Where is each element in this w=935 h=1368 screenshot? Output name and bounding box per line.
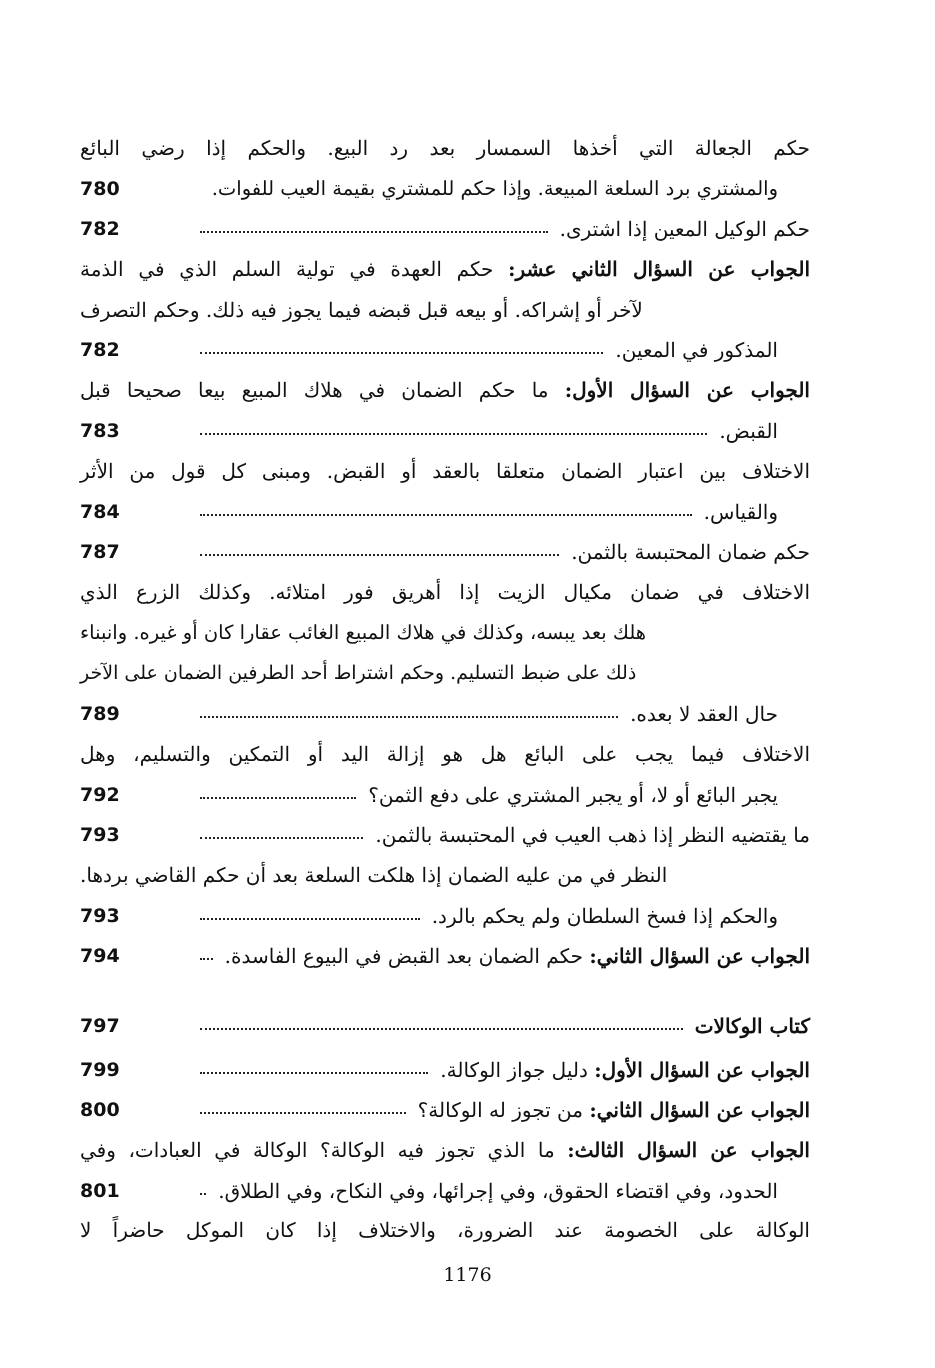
page-ref: 782 <box>80 339 120 362</box>
toc-line <box>80 1200 810 1243</box>
toc-line <box>80 400 810 443</box>
entry-text: الجواب عن السؤال الثالث: ما الذي تجوز فيه الوكالة؟ الوكالة في العبادات، وفي <box>80 1138 810 1163</box>
toc-entry <box>80 199 810 242</box>
entry-text: يجبر البائع أو لا، أو يجبر المشتري على دفع الثمن؟ <box>368 782 778 807</box>
entry-text: الاختلاف بين اعتبار الضمان متعلقا بالعقد أو القبض. ومبنى كل قول من الأثر <box>80 459 810 484</box>
entry-lead: الجواب عن السؤال الثاني عشر: <box>508 257 810 282</box>
toc-entry <box>80 1120 810 1201</box>
entry-text: لآخر أو إشراكه. أو بيعه قبل قبضه فيما يجوز فيه ذلك. وحكم التصرف <box>80 297 643 322</box>
toc-entry <box>80 118 810 199</box>
dot-leader <box>200 514 692 516</box>
entry-lead: الجواب عن السؤال الأول: <box>594 1058 810 1083</box>
page-ref: 799 <box>80 1059 120 1082</box>
toc-line <box>80 724 810 767</box>
dot-leader <box>200 1112 406 1114</box>
entry-text: والقياس. <box>703 499 778 524</box>
toc-line <box>80 845 810 888</box>
dot-leader <box>200 554 559 556</box>
page-ref: 792 <box>80 783 120 806</box>
toc-line <box>80 239 810 282</box>
toc-line <box>80 683 810 726</box>
page-ref: 787 <box>80 541 120 564</box>
toc-line <box>80 926 810 969</box>
page-ref: 797 <box>80 1015 120 1038</box>
toc-entry <box>80 805 810 848</box>
toc-line <box>80 1040 810 1083</box>
toc-entry <box>80 926 810 969</box>
dot-leader <box>200 1028 683 1030</box>
entry-lead: الجواب عن السؤال الثاني: <box>589 1098 810 1123</box>
entry-text: حكم ضمان المحتبسة بالثمن. <box>571 540 810 565</box>
page-ref: 789 <box>80 702 120 725</box>
entry-text: الاختلاف في ضمان مكيال الزيت إذا أهريق فور امتلائه. وكذلك الزرع الذي <box>80 580 810 605</box>
dot-leader <box>200 958 213 960</box>
entry-text: حكم الجعالة التي أخذها السمسار بعد رد البيع. والحكم إذا رضي البائع <box>80 136 810 161</box>
dot-leader <box>200 797 356 799</box>
toc-entry <box>80 441 810 522</box>
toc-line <box>80 764 810 807</box>
entry-text: القبض. <box>719 418 778 443</box>
entry-text: حكم الوكيل المعين إذا اشترى. <box>559 217 810 242</box>
entry-text: الجواب عن السؤال الثاني عشر: حكم العهدة في تولية السلم الذي في الذمة <box>80 257 810 282</box>
toc-line <box>80 118 810 161</box>
entry-lead: الجواب عن السؤال الثاني: <box>589 944 810 969</box>
page-ref: 801 <box>80 1179 120 1202</box>
toc-line <box>80 481 810 524</box>
entry-text: هلك بعد يبسه، وكذلك في هلاك المبيع الغائب عقارا كان أو غيره. وانبناء <box>80 621 647 645</box>
toc-line <box>80 562 810 605</box>
entry-text: ذلك على ضبط التسليم. وحكم اشتراط أحد الطرفين الضمان على الآخر <box>80 662 637 685</box>
dot-leader <box>200 352 603 354</box>
toc-line <box>80 1120 810 1163</box>
page-ref: 783 <box>80 419 120 442</box>
toc-entry <box>80 360 810 441</box>
entry-text: النظر في من عليه الضمان إذا هلكت السلعة بعد أن حكم القاضي بردها. <box>80 863 668 888</box>
page-number: 1176 <box>443 1264 492 1286</box>
entry-text: الحدود، وفي اقتضاء الحقوق، وفي إجرائها، وفي النكاح، وفي الطلاق. <box>218 1178 778 1203</box>
toc-entry <box>80 1200 810 1243</box>
dot-leader <box>200 1072 428 1074</box>
toc-line <box>80 522 810 565</box>
page-ref: 780 <box>80 177 120 200</box>
entry-text: الجواب عن السؤال الأول: ما حكم الضمان في هلاك المبيع بيعا صحيحا قبل <box>80 378 810 403</box>
toc-line <box>80 441 810 484</box>
toc-entry <box>80 845 810 926</box>
toc-line <box>80 279 810 322</box>
toc-line <box>80 360 810 403</box>
entry-text: حال العقد لا بعده. <box>630 701 778 726</box>
toc-line <box>80 1160 810 1203</box>
toc-line <box>80 996 810 1039</box>
toc-line <box>80 805 810 848</box>
section-heading <box>80 996 810 1039</box>
dot-leader <box>200 716 618 718</box>
toc-line <box>80 1080 810 1123</box>
entry-text: ما يقتضيه النظر إذا ذهب العيب في المحتبسة بالثمن. <box>375 823 810 848</box>
toc-entry <box>80 562 810 724</box>
page-ref: 794 <box>80 945 120 968</box>
dot-leader <box>200 918 420 920</box>
dot-leader <box>200 1193 206 1195</box>
toc-line <box>80 320 810 363</box>
page-ref: 793 <box>80 904 120 927</box>
toc-line <box>80 885 810 928</box>
entry-text: الاختلاف فيما يجب على البائع هل هو إزالة اليد أو التمكين والتسليم، وهل <box>80 742 810 767</box>
entry-lead: الجواب عن السؤال الأول: <box>564 378 810 403</box>
toc-entry <box>80 239 810 363</box>
toc-line <box>80 158 810 201</box>
entry-text: المذكور في المعين. <box>615 338 778 363</box>
toc-entry <box>80 522 810 565</box>
dot-leader <box>200 231 548 233</box>
dot-leader <box>200 433 707 435</box>
entry-text: والحكم إذا فسخ السلطان ولم يحكم بالرد. <box>431 903 778 928</box>
entry-text: والمشتري برد السلعة المبيعة. وإذا حكم للمشتري بقيمة العيب للفوات. <box>211 177 778 201</box>
entry-text: الجواب عن السؤال الأول: دليل جواز الوكالة. <box>440 1058 810 1083</box>
dot-leader <box>200 837 363 839</box>
toc-line <box>80 643 810 683</box>
toc-line <box>80 199 810 242</box>
entry-text: الجواب عن السؤال الثاني: حكم الضمان بعد القبض في البيوع الفاسدة. <box>224 944 810 969</box>
entry-text: الجواب عن السؤال الثاني: من تجوز له الوكالة؟ <box>417 1098 810 1123</box>
entry-text: الوكالة على الخصومة عند الضرورة، والاختلاف إذا كان الموكل حاضراً لا <box>80 1218 810 1243</box>
entry-lead: كتاب الوكالات <box>694 1014 810 1039</box>
entry-text <box>694 1014 810 1039</box>
page-ref: 793 <box>80 824 120 847</box>
toc-entry <box>80 1080 810 1123</box>
toc-entry <box>80 724 810 805</box>
page-ref: 782 <box>80 218 120 241</box>
page-ref: 784 <box>80 500 120 523</box>
toc-entry <box>80 1040 810 1083</box>
entry-lead: الجواب عن السؤال الثالث: <box>567 1138 810 1163</box>
page-ref: 800 <box>80 1099 120 1122</box>
toc-line <box>80 602 810 645</box>
